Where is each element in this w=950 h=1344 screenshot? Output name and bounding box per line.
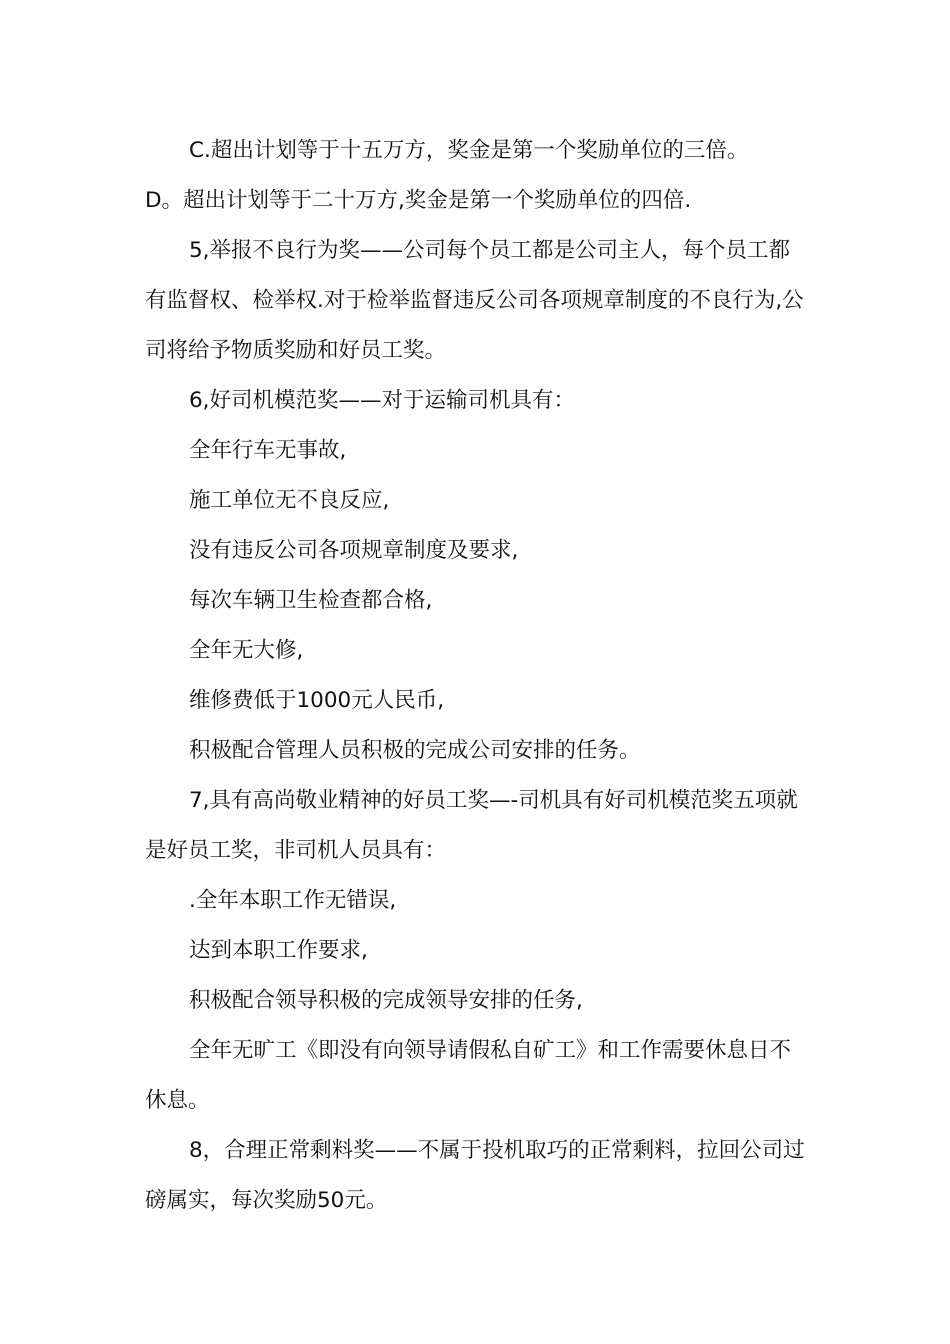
paragraph-c-fifteen: C.超出计划等于十五万方，奖金是第一个奖励单位的三倍。 [189, 138, 749, 163]
list-item: 积极配合领导积极的完成领导安排的任务, [189, 988, 583, 1013]
paragraph-item-6: 6,好司机模范奖——对于运输司机具有： [189, 388, 576, 413]
list-item: 全年无旷工《即没有向领导请假私自矿工》和工作需要休息日不休息。 [145, 1038, 792, 1113]
list-item: 每次车辆卫生检查都合格, [189, 588, 433, 613]
list-item: 全年无大修, [189, 638, 304, 663]
paragraph-item-7: 7,具有高尚敬业精神的好员工奖—-司机具有好司机模范奖五项就是好员工奖，非司机人员具有： [145, 788, 798, 863]
paragraph-d-twenty: D。超出计划等于二十万方,奖金是第一个奖励单位的四倍. [145, 188, 692, 213]
paragraph-item-8: 8，合理正常剩料奖——不属于投机取巧的正常剩料，拉回公司过磅属实，每次奖励50元。 [145, 1138, 805, 1213]
list-item: 全年行车无事故, [189, 438, 347, 463]
list-item: 维修费低于1000元人民币, [189, 688, 445, 713]
list-item: 达到本职工作要求, [189, 938, 368, 963]
list-item: 没有违反公司各项规章制度及要求, [189, 538, 519, 563]
list-item: 施工单位无不良反应, [189, 488, 390, 513]
document-body [145, 126, 810, 1226]
list-item: .全年本职工作无错误, [189, 888, 397, 913]
list-item: 积极配合管理人员积极的完成公司安排的任务。 [189, 738, 641, 763]
paragraph-item-5: 5,举报不良行为奖——公司每个员工都是公司主人，每个员工都有监督权、检举权.对于检举监督违反公司各项规章制度的不良行为,公司将给予物质奖励和好员工奖。 [145, 238, 804, 363]
